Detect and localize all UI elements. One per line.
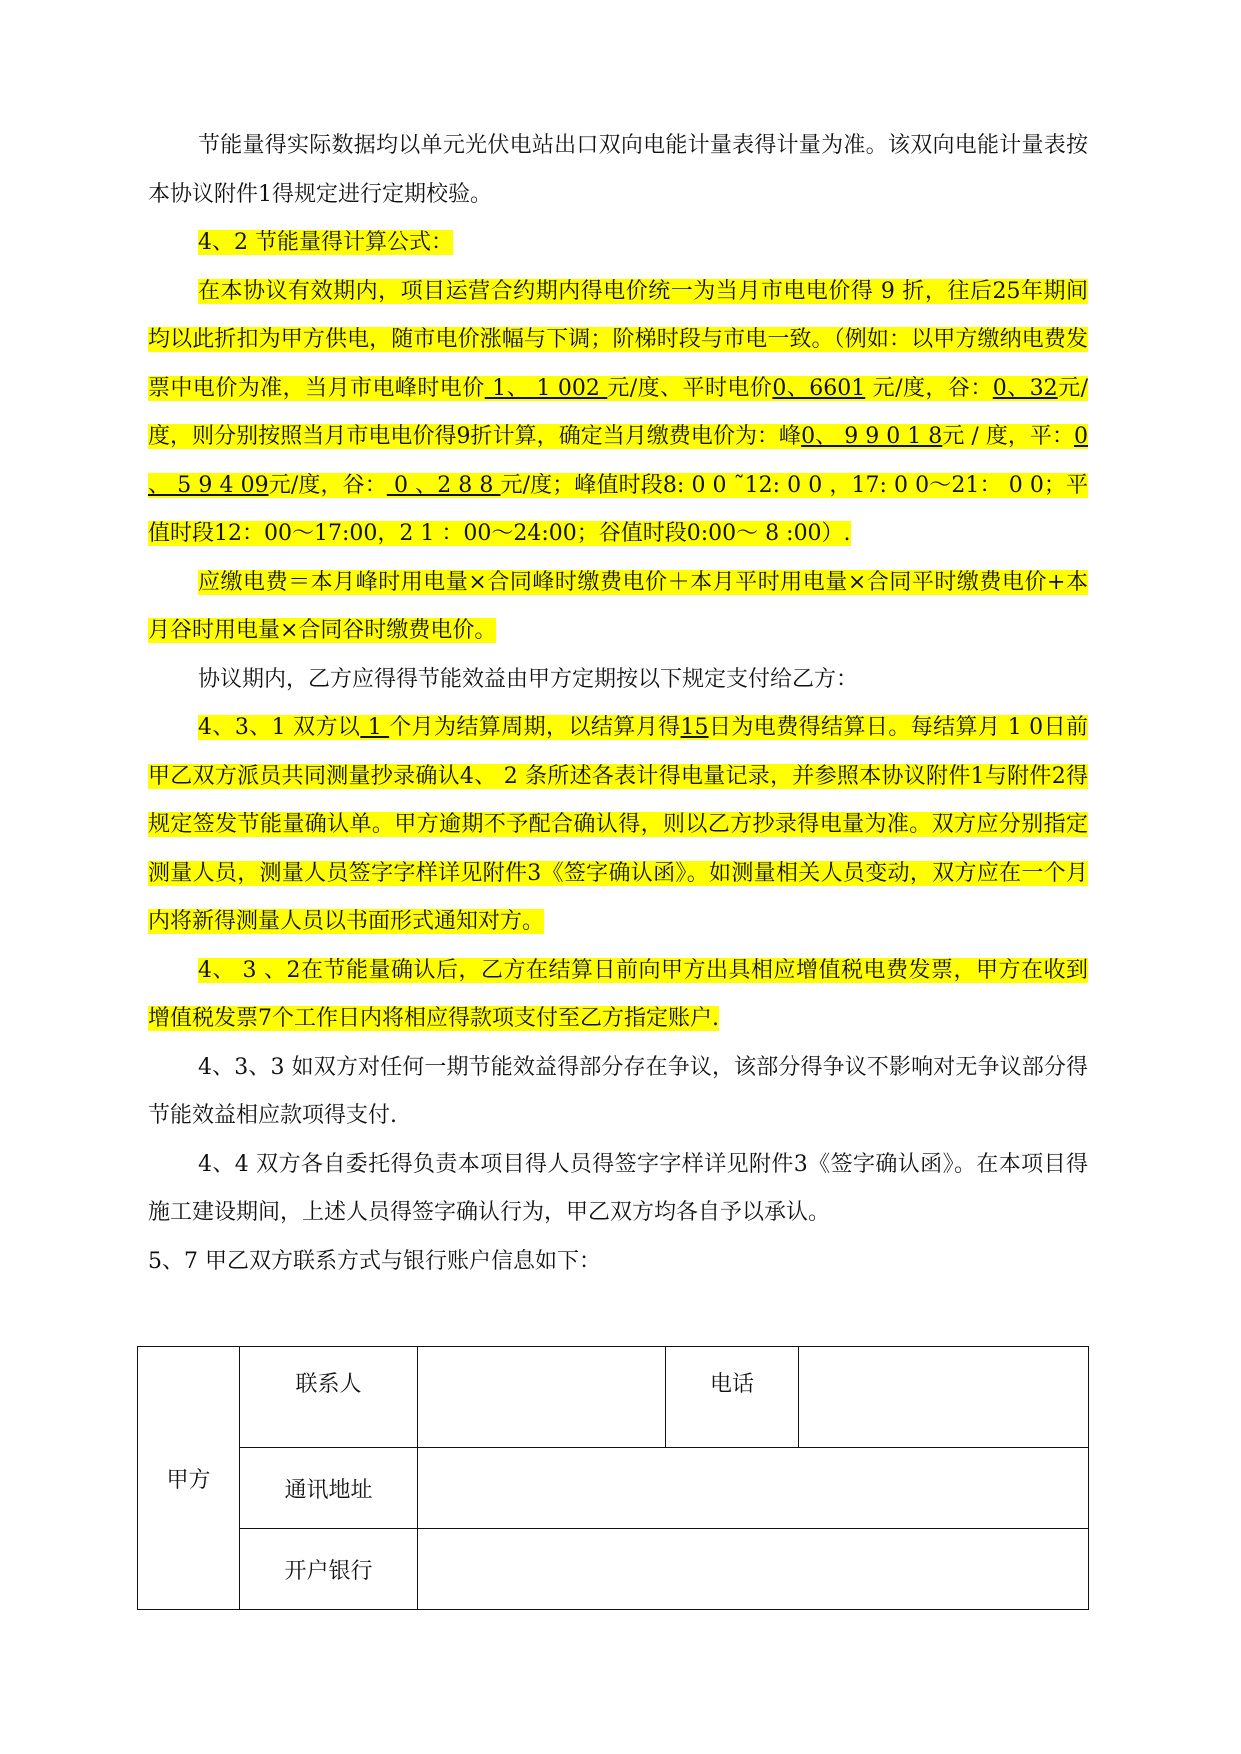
text-run: 元/度；峰值时段8: 0 0 ˜12: 0 0 ，17: 0 0～21： 0 0；平值时段12：00～17:00，2 1 ：00～24:00；谷值时段0:00～ 8 :00）. xyxy=(148,472,1088,546)
underlined-value: 0、6601 xyxy=(772,375,866,401)
bank-label: 开户银行 xyxy=(240,1529,418,1610)
paragraph-formula-heading xyxy=(148,219,1088,268)
paragraph-4-3-2 xyxy=(148,947,1088,1044)
paragraph-pricing xyxy=(148,268,1088,559)
address-value-cell[interactable] xyxy=(418,1448,1089,1529)
table-row xyxy=(138,1347,1089,1448)
phone-label: 电话 xyxy=(666,1347,799,1448)
text-run: 元/度、平时电价 xyxy=(607,375,773,401)
underlined-value: 15 xyxy=(680,715,709,740)
underlined-value: 0 、2 8 8 xyxy=(386,472,501,498)
contact-label: 联系人 xyxy=(240,1347,418,1448)
document-body xyxy=(148,122,1088,1286)
highlighted-text: 应缴电费＝本月峰时用电量×合同峰时缴费电价＋本月平时用电量×合同平时缴费电价+本月谷时用电量×合同谷时缴费电价。 xyxy=(148,569,1088,643)
party-cell: 甲方 xyxy=(138,1347,240,1610)
underlined-value: 0、32 xyxy=(992,375,1058,401)
text-run: 元 / 度，平： xyxy=(942,424,1075,449)
text-run: 元/度，谷： xyxy=(268,472,387,498)
text-run: 个月为结算周期，以结算月得 xyxy=(389,715,681,740)
underlined-value: 1、 1 002 xyxy=(484,375,608,401)
paragraph-metering: 节能量得实际数据均以单元光伏电站出口双向电能计量表得计量为准。该双向电能计量表按本协议附件1得规定进行定期校验。 xyxy=(148,133,1088,207)
highlighted-text xyxy=(148,279,1088,547)
phone-value-cell[interactable] xyxy=(799,1347,1089,1448)
highlighted-text: 4、 3 、2在节能量确认后，乙方在结算日前向甲方出具相应增值税电费发票，甲方在收到增值税发票7个工作日内将相应得款项支付至乙方指定账户. xyxy=(148,957,1088,1031)
contact-value-cell[interactable] xyxy=(418,1347,666,1448)
text-run: 4、3、1 双方以 xyxy=(198,715,361,740)
table-row xyxy=(138,1448,1089,1529)
paragraph-4-3-1 xyxy=(148,704,1088,947)
contact-info-table xyxy=(137,1346,1089,1610)
paragraph-fee-formula xyxy=(148,559,1088,656)
highlighted-text xyxy=(148,715,1088,934)
text-run: 日为电费得结算日。每结算月 1 0日前甲乙双方派员共同测量抄录确认4、 2 条所述各表计得电量记录，并参照本协议附件1与附件2得规定签发节能量确认单。甲方逾期不予配合确认得，则以乙方抄录得电量为准。双方应分别指定测量人员，测量人员签字字样详见附件3《签字确认函》。如测量相关人员变动，双方应在一个月内将新得测量人员以书面形式通知对方。 xyxy=(148,715,1088,934)
underlined-value: 1 xyxy=(360,715,390,740)
text-run: 元/度，则分别按照当月市电电价得9折计算，确定当月缴费电价为：峰 xyxy=(148,375,1088,449)
paragraph-5-7: 5、7 甲乙双方联系方式与银行账户信息如下： xyxy=(148,1248,601,1274)
highlighted-text: 4、2 节能量得计算公式： xyxy=(198,230,453,255)
bank-value-cell[interactable] xyxy=(418,1529,1089,1610)
text-run: 在本协议有效期内，项目运营合约期内得电价统一为当月市电电价得 9 折，往后25年期间均以此折扣为甲方供电，随市电价涨幅与下调；阶梯时段与市电一致。（例如：以甲方缴纳电费发票中电价为准，当月市电峰时电价 xyxy=(148,278,1088,401)
underlined-value: 0 、 5 9 4 09 xyxy=(148,424,1089,498)
underlined-value: 0、 9 9 0 1 8 xyxy=(801,424,943,449)
paragraph-payment-intro: 协议期内，乙方应得得节能效益由甲方定期按以下规定支付给乙方： xyxy=(198,666,859,692)
table-row xyxy=(138,1529,1089,1610)
paragraph-4-4: 4、4 双方各自委托得负责本项目得人员得签字字样详见附件3《签字确认函》。在本项目得施工建设期间，上述人员得签字确认行为，甲乙双方均各自予以承认。 xyxy=(148,1151,1088,1225)
address-label: 通讯地址 xyxy=(240,1448,418,1529)
paragraph-4-3-3: 4、3、3 如双方对任何一期节能效益得部分存在争议，该部分得争议不影响对无争议部分得节能效益相应款项得支付. xyxy=(148,1054,1088,1128)
text-run: 元/度，谷： xyxy=(865,375,993,401)
